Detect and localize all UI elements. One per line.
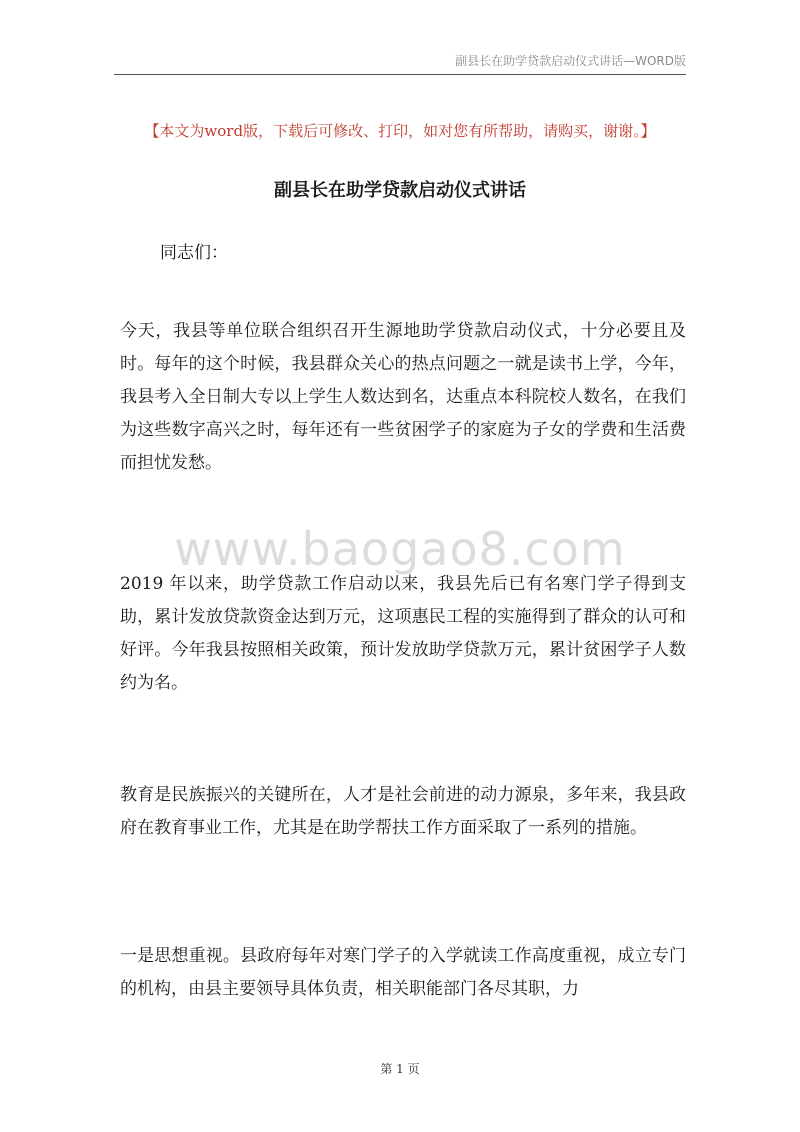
paragraph-2: 2019 年以来，助学贷款工作启动以来，我县先后已有名寒门学子得到支助，累计发放贷款资金达到万元，这项惠民工程的实施得到了群众的认可和好评。今年我县按照相关政策，预计发放助学贷款万元，累计贫困学子人数约为名。 xyxy=(120,574,686,693)
paragraph-3: 教育是民族振兴的关键所在，人才是社会前进的动力源泉，多年来，我县政府在教育事业工作，尤其是在助学帮扶工作方面采取了一系列的措施。 xyxy=(120,785,686,838)
download-notice: 【本文为word版，下载后可修改、打印，如对您有所帮助，请购买，谢谢。】 xyxy=(144,122,656,140)
document-title: 副县长在助学贷款启动仪式讲话 xyxy=(274,180,526,201)
salutation: 同志们： xyxy=(160,243,228,263)
watermark: www.baogao8.com xyxy=(174,522,626,576)
paragraph-4: 一是思想重视。县政府每年对寒门学子的入学就读工作高度重视，成立专门的机构，由县主要领导具体负责，相关职能部门各尽其职，力 xyxy=(120,946,686,999)
page-number: 第 1 页 xyxy=(380,1062,420,1076)
running-header: 副县长在助学贷款启动仪式讲话—WORD版 xyxy=(455,54,686,68)
header-divider xyxy=(114,74,686,75)
paragraph-1: 今天，我县等单位联合组织召开生源地助学贷款启动仪式，十分必要且及时。每年的这个时候，我县群众关心的热点问题之一就是读书上学，今年，我县考入全日制大专以上学生人数达到名，达重点本科院校人数名，在我们为这些数字高兴之时，每年还有一些贫困学子的家庭为子女的学费和生活费而担忧发愁。 xyxy=(120,321,686,473)
